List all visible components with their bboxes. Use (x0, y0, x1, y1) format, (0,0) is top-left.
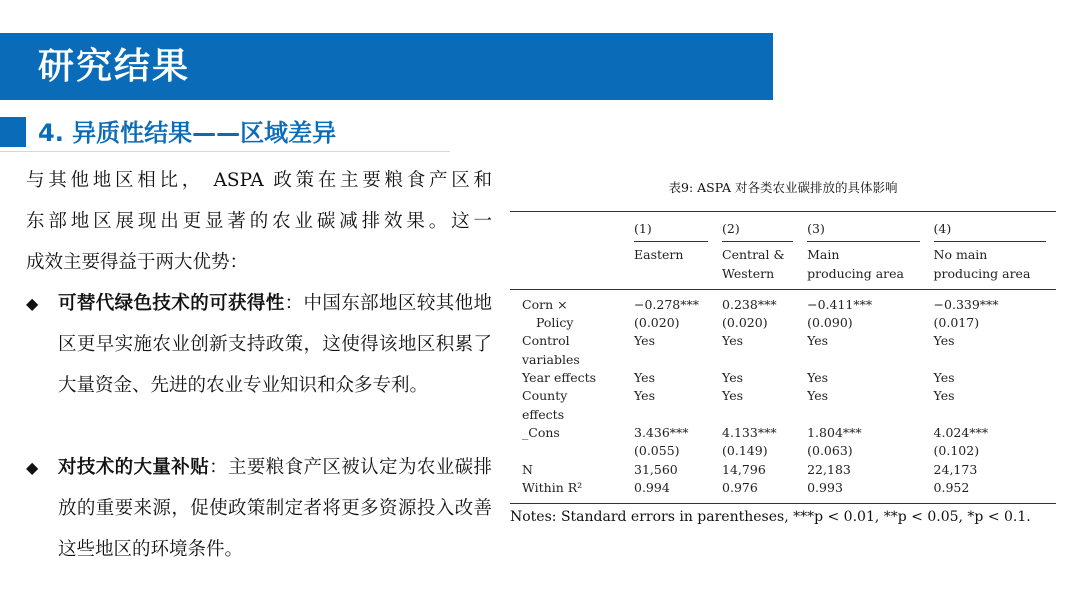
table-cell: 24,173 (933, 461, 978, 477)
table-cell: (0.090) (807, 315, 853, 331)
row-label: Within R² (522, 479, 583, 495)
table-cell: 4.024*** (933, 424, 989, 440)
table-cell: −0.411*** (807, 296, 873, 312)
table-cell: 0.952 (933, 479, 970, 495)
diamond-bullet-icon: ◆ (26, 294, 39, 313)
bullet-item-green-tech (26, 283, 492, 406)
table-cell: Yes (634, 388, 655, 404)
table-cell: 0.994 (634, 479, 670, 495)
row-label: County (522, 388, 568, 404)
table-row (510, 387, 1056, 405)
bullet-heading: 可替代绿色技术的可获得性 (58, 293, 285, 314)
regression-table (510, 211, 1056, 504)
table-cell: 4.133*** (722, 424, 777, 440)
table-subheader-row (510, 246, 1056, 283)
table-cell (930, 351, 1056, 369)
page-title: 研究结果 (38, 46, 191, 87)
table-cell: Yes (722, 333, 744, 349)
column-label: No main producing area (933, 247, 1031, 281)
table-row (510, 461, 1056, 479)
table-cell: 1.804*** (807, 424, 862, 440)
table-cell: (0.063) (807, 443, 853, 459)
table-row (510, 406, 1056, 424)
table-cell: Yes (722, 370, 744, 386)
section-title: 4. 异质性结果——区域差异 (38, 119, 337, 147)
table-cell: 31,560 (634, 461, 678, 477)
row-label: variables (522, 351, 580, 367)
table-cell: 3.436*** (634, 424, 689, 440)
table-cell (803, 406, 929, 424)
bullet-heading: 对技术的大量补贴 (58, 457, 210, 478)
column-label: Central & Western (722, 247, 785, 281)
table-cell: Yes (807, 333, 829, 349)
row-label: Year effects (522, 370, 597, 386)
table-row (510, 424, 1056, 442)
table-cell (630, 351, 718, 369)
table-cell: (0.102) (933, 443, 980, 459)
row-label: _Cons (522, 424, 560, 440)
table-row (510, 351, 1056, 369)
table-cell: (0.149) (722, 443, 768, 459)
table-cell: Yes (933, 333, 955, 349)
table-cell: (0.020) (722, 315, 768, 331)
table-cell: 0.238*** (722, 296, 777, 312)
table-cell (718, 351, 803, 369)
intro-line-1: 与其他地区相比， ASPA 政策在主要粮食产区和 (26, 170, 492, 191)
table-caption: 表9: ASPA 对各类农业碳排放的具体影响 (668, 180, 898, 195)
column-header: (3) (803, 212, 929, 247)
title-bar (0, 33, 773, 100)
intro-line-2: 东部地区展现出更显著的农业碳减排效果。这一 (26, 211, 492, 232)
row-label: Control (522, 333, 570, 349)
column-label: Eastern (634, 247, 684, 263)
table-cell: 14,796 (722, 461, 766, 477)
intro-line-3: 成效主要得益于两大优势： (26, 252, 249, 273)
table-row (510, 289, 1056, 314)
table-cell: Yes (933, 370, 955, 386)
table-cell: Yes (807, 388, 829, 404)
table-row (510, 442, 1056, 460)
table-row (510, 479, 1056, 504)
diamond-bullet-icon: ◆ (26, 458, 39, 477)
bullet-body (26, 447, 492, 570)
table-cell: (0.017) (933, 315, 980, 331)
column-header: (4) (930, 212, 1056, 247)
table-cell: Yes (933, 388, 955, 404)
row-label (510, 442, 630, 460)
row-label: Policy (536, 315, 574, 331)
row-label: effects (522, 406, 565, 422)
row-label: Corn × (522, 296, 568, 312)
bullet-item-subsidy (26, 447, 492, 570)
table-cell: 0.993 (807, 479, 843, 495)
table-cell: Yes (722, 388, 744, 404)
table-cell (803, 351, 929, 369)
table-cell: −0.278*** (634, 296, 700, 312)
table-cell: Yes (807, 370, 829, 386)
row-label: N (522, 461, 533, 477)
table-cell: 0.976 (722, 479, 758, 495)
section-marker (0, 117, 26, 147)
table-header-row (510, 212, 1056, 247)
table-cell (930, 406, 1056, 424)
bullet-text: ：主要粮食产区被认定为农业碳排放的重要来源，促使政策制定者将更多资源投入改善这些地区的环境条件。 (58, 457, 492, 560)
column-label: Main producing area (807, 247, 904, 281)
table-row (510, 369, 1056, 387)
table-cell: (0.055) (634, 443, 680, 459)
table-cell: Yes (634, 333, 655, 349)
table-cell (630, 406, 718, 424)
bullet-text: ：中国东部地区较其他地区更早实施农业创新支持政策，这使得该地区积累了大量资金、先进的农业专业知识和众多专利。 (58, 293, 492, 396)
section-divider (0, 151, 450, 152)
table-cell: (0.020) (634, 315, 680, 331)
table-cell: 22,183 (807, 461, 851, 477)
table-cell (718, 406, 803, 424)
table-row (510, 314, 1056, 332)
table-row (510, 332, 1056, 350)
table-cell: −0.339*** (933, 296, 999, 312)
table-cell: Yes (634, 370, 655, 386)
bullet-body (26, 283, 492, 406)
column-header: (2) (718, 212, 803, 247)
column-header: (1) (630, 212, 718, 247)
table-notes: Notes: Standard errors in parentheses, ***p < 0.01, **p < 0.05, *p < 0.1. (510, 509, 1031, 525)
